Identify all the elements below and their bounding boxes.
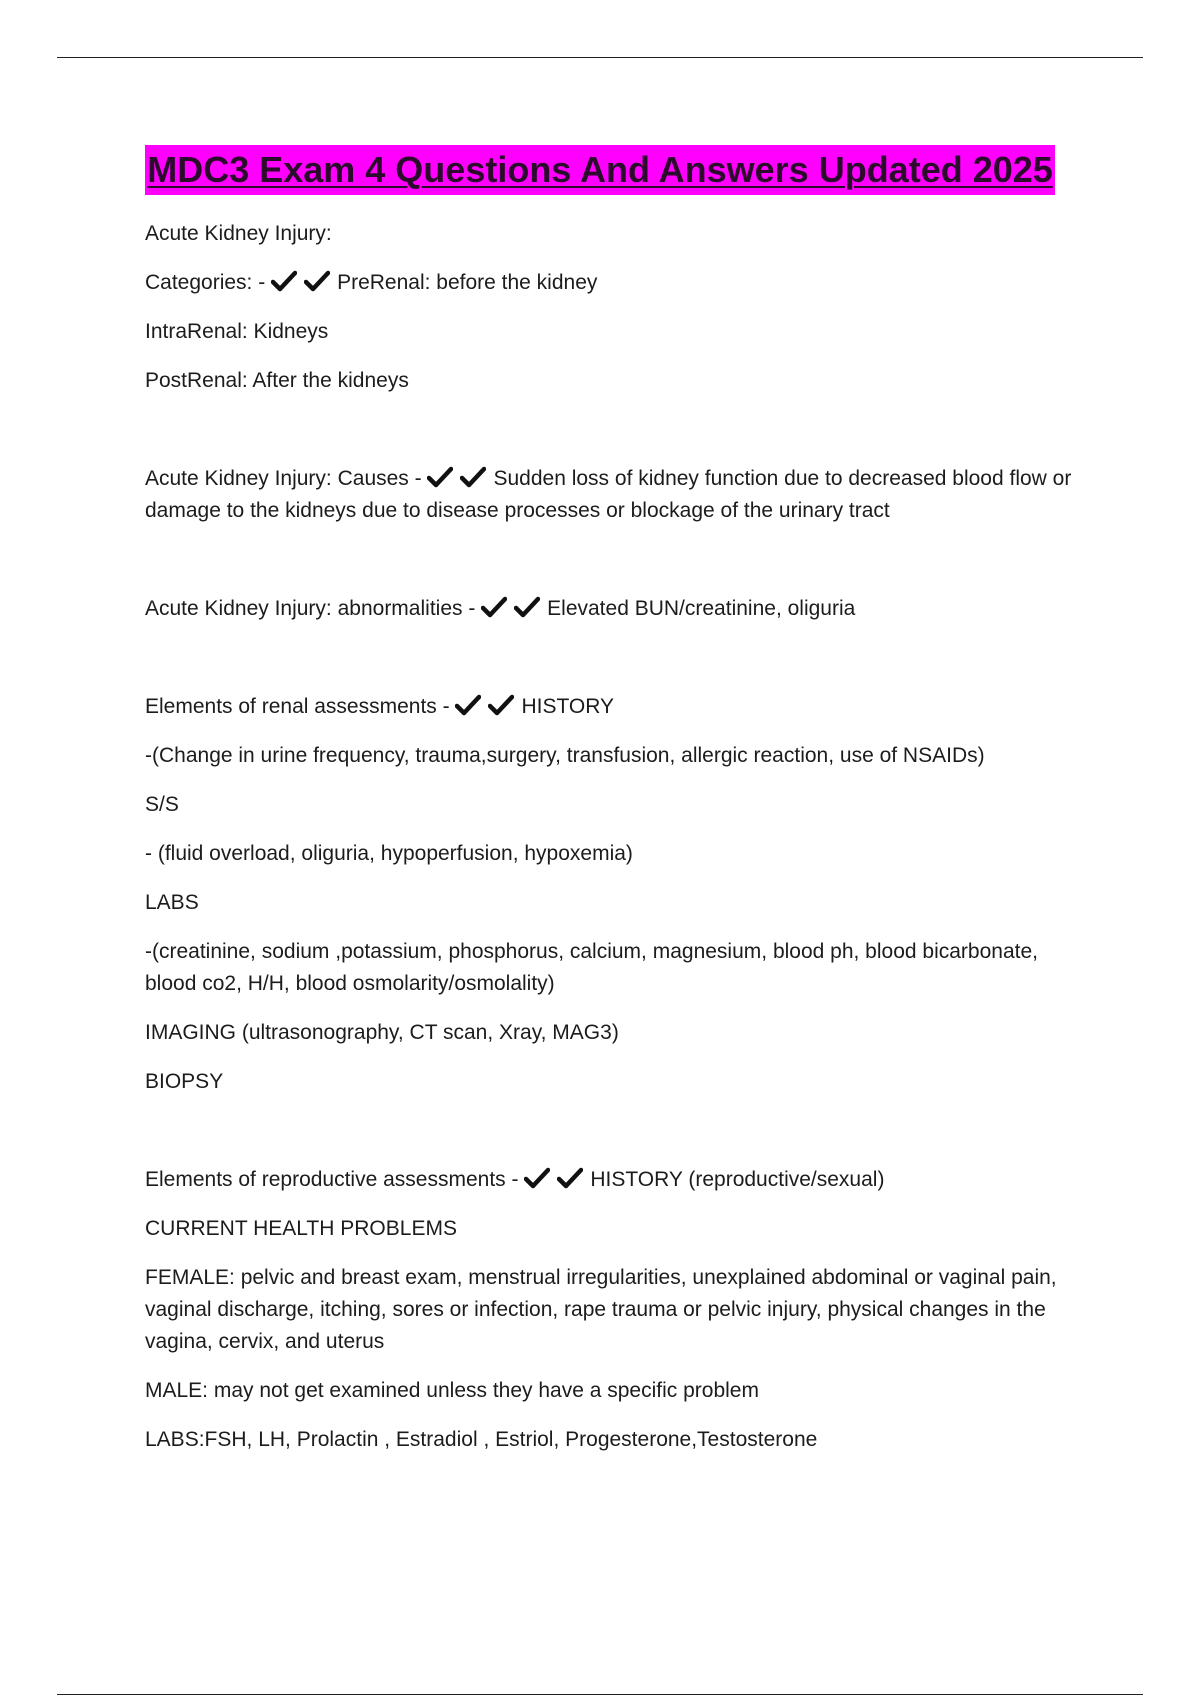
categories-line-intrarenal: IntraRenal: Kidneys [145, 320, 329, 343]
reproductive-line: CURRENT HEALTH PROBLEMS [145, 1217, 457, 1240]
checkmark-icon [304, 270, 330, 292]
spacer [145, 414, 1095, 463]
reproductive-line: MALE: may not get examined unless they have a specific problem [145, 1379, 759, 1402]
checkmark-icon [481, 596, 507, 618]
answer-text: HISTORY (reproductive/sexual) [590, 1168, 885, 1191]
question-text: Categories: - [145, 271, 272, 294]
renal-line: LABS [145, 891, 199, 914]
renal-line: BIOPSY [145, 1070, 224, 1093]
spacer [145, 642, 1095, 691]
spacer [145, 544, 1095, 593]
checkmark-icon [455, 694, 481, 716]
question-text: Elements of reproductive assessments - [145, 1168, 525, 1191]
categories-question [145, 267, 1095, 299]
checkmark-icon [427, 466, 453, 488]
renal-line: -(creatinine, sodium ,potassium, phosphorus, calcium, magnesium, blood ph, blood bicarbonate, blood co2, H/H, blood osmolarity/osmolality) [145, 940, 1038, 995]
title-container [0, 145, 1200, 195]
renal-line: IMAGING (ultrasonography, CT scan, Xray, MAG3) [145, 1021, 619, 1044]
answer-text: Sudden loss of kidney function due to decreased blood flow or damage to the kidneys due to disease processes or blockage of the urinary tract [145, 467, 1072, 522]
abnormalities-question [145, 593, 1095, 625]
question-text: Acute Kidney Injury: Causes - [145, 467, 428, 490]
checkmark-icon [514, 596, 540, 618]
checkmark-icon [460, 466, 486, 488]
checkmark-icon [557, 1167, 583, 1189]
answer-text: PreRenal: before the kidney [337, 271, 598, 294]
renal-question [145, 691, 1095, 723]
document-title: MDC3 Exam 4 Questions And Answers Updated 2025 [145, 145, 1055, 195]
causes-question [145, 463, 1095, 527]
renal-line: - (fluid overload, oliguria, hypoperfusion, hypoxemia) [145, 842, 633, 865]
question-text: Elements of renal assessments - [145, 695, 456, 718]
answer-text: HISTORY [521, 695, 615, 718]
reproductive-question [145, 1164, 1095, 1196]
reproductive-line: FEMALE: pelvic and breast exam, menstrual irregularities, unexplained abdominal or vaginal pain, vaginal discharge, itching, sores or infection, rape trauma or pelvic injury, physical changes in the vagina, cervix, and uterus [145, 1266, 1057, 1353]
checkmark-icon [488, 694, 514, 716]
checkmark-icon [271, 270, 297, 292]
question-text: Acute Kidney Injury: abnormalities - [145, 597, 482, 620]
document-body [145, 218, 1095, 1473]
renal-line: -(Change in urine frequency, trauma,surgery, transfusion, allergic reaction, use of NSAIDs) [145, 744, 985, 767]
categories-line-postrenal: PostRenal: After the kidneys [145, 369, 409, 392]
spacer [145, 1115, 1095, 1164]
renal-line: S/S [145, 793, 179, 816]
aki-header: Acute Kidney Injury: [145, 222, 332, 245]
top-rule [57, 57, 1143, 58]
bottom-rule [57, 1694, 1143, 1695]
answer-text: Elevated BUN/creatinine, oliguria [547, 597, 856, 620]
reproductive-line: LABS:FSH, LH, Prolactin , Estradiol , Estriol, Progesterone,Testosterone [145, 1428, 818, 1451]
checkmark-icon [524, 1167, 550, 1189]
